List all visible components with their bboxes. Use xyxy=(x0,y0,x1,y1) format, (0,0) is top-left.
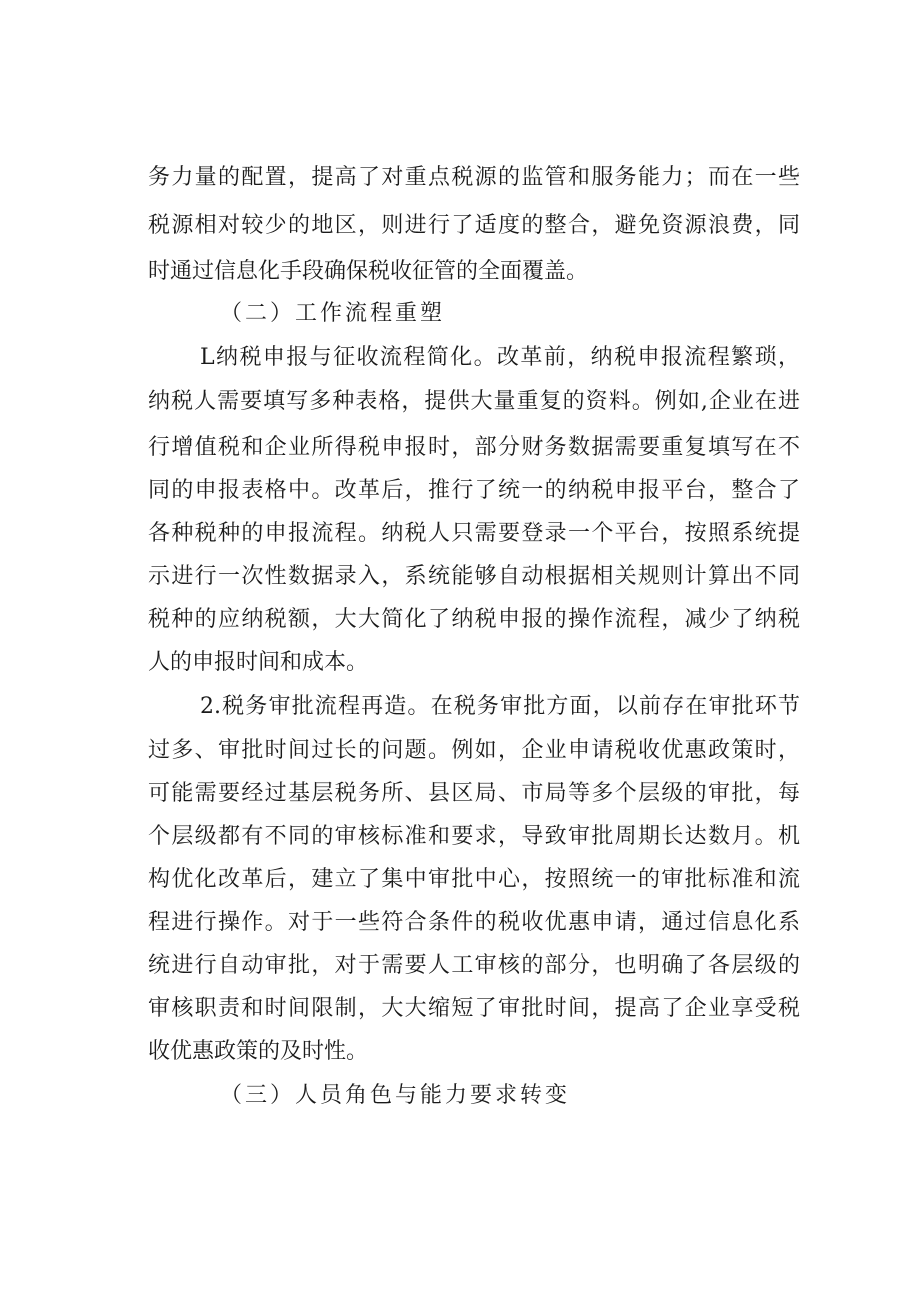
text-line: 行增值税和企业所得税申报时，部分财务数据需要重复填写在不 xyxy=(148,435,800,460)
text-line: 构优化改革后，建立了集中审批中心，按照统一的审批标准和流 xyxy=(148,867,800,892)
text-line: 收优惠政策的及时性。 xyxy=(148,1039,369,1064)
text-line: 时通过信息化手段确保税收征管的全面覆盖。 xyxy=(148,259,589,284)
text-line: 税种的应纳税额，大大简化了纳税申报的操作流程，减少了纳税 xyxy=(148,607,800,632)
text-line: 务力量的配置，提高了对重点税源的监管和服务能力；而在一些 xyxy=(148,165,800,190)
section-heading: （三）人员角色与能力要求转变 xyxy=(220,1083,571,1108)
text-line: 程进行操作。对于一些符合条件的税收优惠申请，通过信息化系 xyxy=(148,910,800,935)
text-line: 过多、审批时间过长的问题。例如，企业申请税收优惠政策时， xyxy=(148,738,800,763)
text-line: 可能需要经过基层税务所、县区局、市局等多个层级的审批，每 xyxy=(148,781,800,806)
text-line: 各种税种的申报流程。纳税人只需要登录一个平台，按照系统提 xyxy=(148,521,800,546)
text-line: 纳税人需要填写多种表格，提供大量重复的资料。例如,企业在进 xyxy=(148,389,800,414)
text-line: 同的申报表格中。改革后，推行了统一的纳税申报平台，整合了 xyxy=(148,478,800,503)
text-line: L纳税申报与征收流程简化。改革前，纳税申报流程繁琐， xyxy=(200,345,800,370)
text-line: 人的申报时间和成本。 xyxy=(148,650,369,675)
text-line: 税源相对较少的地区，则进行了适度的整合，避免资源浪费，同 xyxy=(148,213,800,238)
text-line: 审核职责和时间限制，大大缩短了审批时间，提高了企业享受税 xyxy=(148,996,800,1021)
text-line: 2.税务审批流程再造。在税务审批方面，以前存在审批环节 xyxy=(200,694,800,719)
text-line: 统进行自动审批，对于需要人工审核的部分，也明确了各层级的 xyxy=(148,953,800,978)
text-line: 个层级都有不同的审核标准和要求，导致审批周期长达数月。机 xyxy=(148,824,800,849)
text-line: 示进行一次性数据录入，系统能够自动根据相关规则计算出不同 xyxy=(148,564,800,589)
section-heading: （二）工作流程重塑 xyxy=(220,301,446,326)
